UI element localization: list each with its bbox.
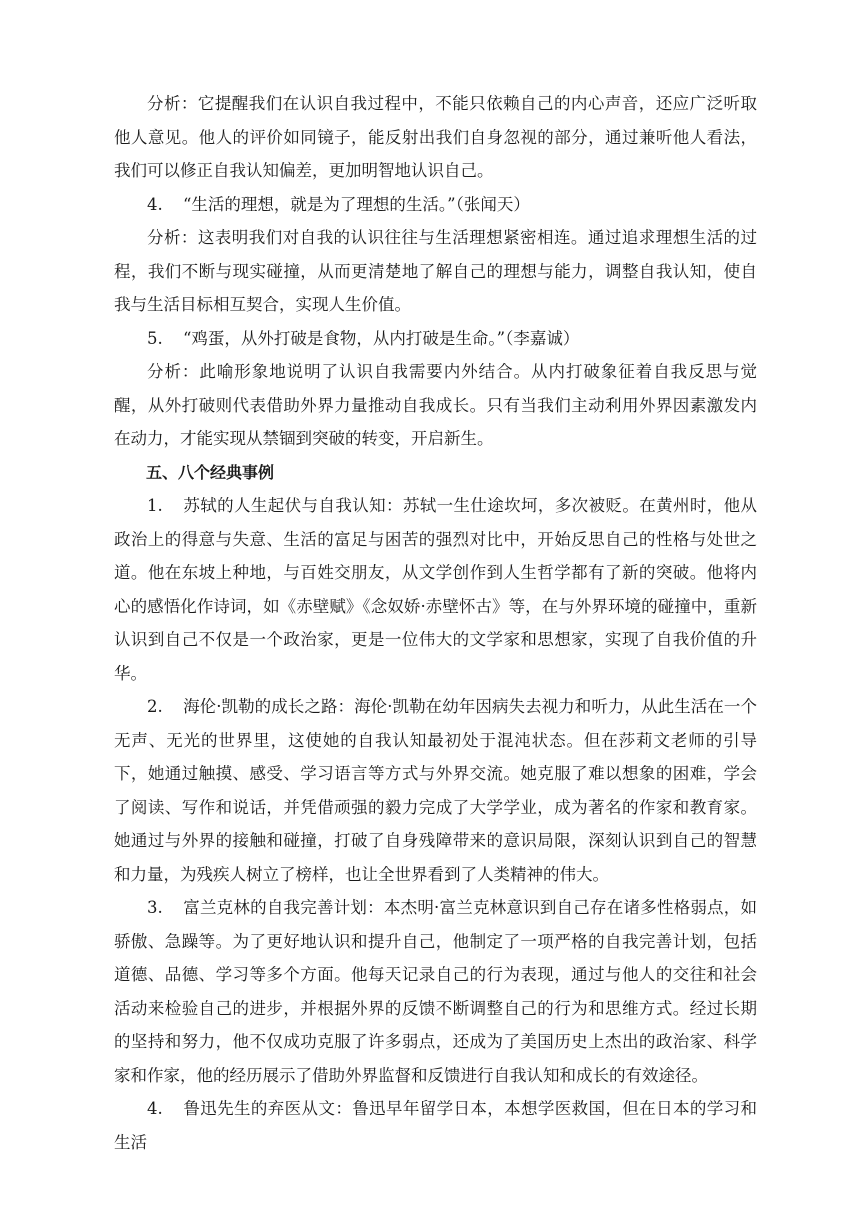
quote-text: “生活的理想，就是为了理想的生活。”（张闻天） xyxy=(183,194,530,214)
case-item-2 xyxy=(114,690,757,891)
case-number: 3. xyxy=(147,898,163,917)
case-text: 鲁迅先生的弃医从文：鲁迅早年留学日本，本想学医救国，但在日本的学习和生活 xyxy=(114,1099,757,1152)
quote-item-4 xyxy=(114,188,757,222)
quote-text: “鸡蛋，从外打破是食物，从内打破是生命。”（李嘉诚） xyxy=(183,328,580,348)
case-number: 1. xyxy=(147,496,163,515)
case-text: 富兰克林的自我完善计划：本杰明·富兰克林意识到自己存在诸多性格弱点，如骄傲、急躁等。为了更好地认识和提升自己，他制定了一项严格的自我完善计划，包括道德、品德、学习等多个方面。他每天记录自己的行为表现，通过与他人的交往和社会活动来检验自己的进步，并根据外界的反馈不断调整自己的行为和思维方式。经过长期的坚持和努力，他不仅成功克服了许多弱点，还成为了美国历史上杰出的政治家、科学家和作家，他的经历展示了借助外界监督和反馈进行自我认知和成长的有效途径。 xyxy=(114,898,757,1085)
case-text: 苏轼的人生起伏与自我认知：苏轼一生仕途坎坷，多次被贬。在黄州时，他从政治上的得意与失意、生活的富足与困苦的强烈对比中，开始反思自己的性格与处世之道。他在东坡上种地，与百姓交朋友，从文学创作到人生哲学都有了新的突破。他将内心的感悟化作诗词，如《赤壁赋》《念奴娇·赤壁怀古》等，在与外界环境的碰撞中，重新认识到自己不仅是一个政治家，更是一位伟大的文学家和思想家，实现了自我价值的升华。 xyxy=(114,496,757,683)
case-item-1 xyxy=(114,489,757,690)
case-text: 海伦·凯勒的成长之路：海伦·凯勒在幼年因病失去视力和听力，从此生活在一个无声、无光的世界里，这使她的自我认知最初处于混沌状态。但在莎莉文老师的引导下，她通过触摸、感受、学习语言等方式与外界交流。她克服了难以想象的困难，学会了阅读、写作和说话，并凭借顽强的毅力完成了大学学业，成为著名的作家和教育家。她通过与外界的接触和碰撞，打破了自身残障带来的意识局限，深刻认识到自己的智慧和力量，为残疾人树立了榜样，也让全世界看到了人类精神的伟大。 xyxy=(114,697,757,884)
analysis-paragraph-3 xyxy=(114,87,757,188)
case-item-4 xyxy=(114,1092,757,1159)
analysis-paragraph-5 xyxy=(114,355,757,456)
case-item-3 xyxy=(114,891,757,1092)
quote-number: 5. xyxy=(147,328,163,348)
section-heading: 五、八个经典事例 xyxy=(146,462,275,482)
case-number: 2. xyxy=(147,697,163,716)
analysis-text: 分析：它提醒我们在认识自我过程中，不能只依赖自己的内心声音，还应广泛听取他人意见。他人的评价如同镜子，能反射出我们自身忽视的部分，通过兼听他人看法，我们可以修正自我认知偏差，更加明智地认识自己。 xyxy=(114,94,757,180)
analysis-text: 分析：这表明我们对自我的认识往往与生活理想紧密相连。通过追求理想生活的过程，我们不断与现实碰撞，从而更清楚地了解自己的理想与能力，调整自我认知，使自我与生活目标相互契合，实现人生价值。 xyxy=(114,228,757,314)
case-number: 4. xyxy=(147,1099,163,1118)
quote-item-5 xyxy=(114,322,757,356)
quote-number: 4. xyxy=(147,194,163,214)
analysis-text: 分析：此喻形象地说明了认识自我需要内外结合。从内打破象征着自我反思与觉醒，从外打破则代表借助外界力量推动自我成长。只有当我们主动利用外界因素激发内在动力，才能实现从禁锢到突破的转变，开启新生。 xyxy=(114,362,757,448)
analysis-paragraph-4 xyxy=(114,221,757,322)
